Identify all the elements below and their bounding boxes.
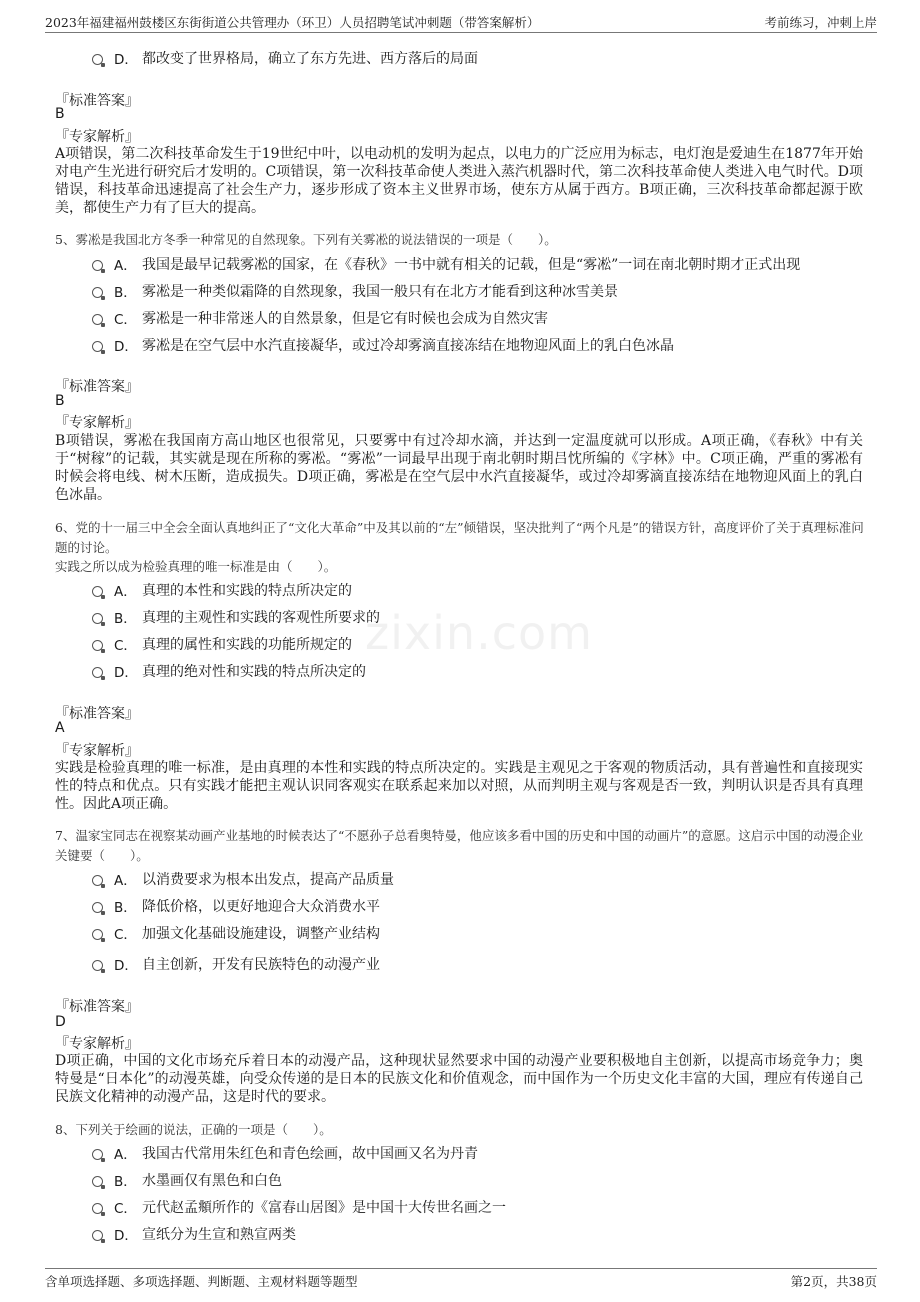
option-letter: B． (114, 1174, 137, 1190)
option-letter: A． (114, 584, 137, 600)
radio-button[interactable] (92, 902, 103, 913)
q6-question: 6、党的十一届三中全会全面认真地纠正了“文化大革命”中及其以前的“左”倾错误，坚决批判了“两个凡是”的错误方针，高度评价了关于真理标准问题的讨论。 (55, 520, 864, 555)
radio-button[interactable] (92, 667, 103, 678)
footer-question-types: 含单项选择题、多项选择题、判断题、主观材料题等题型 (45, 1274, 358, 1289)
q4-answer: B (55, 106, 65, 122)
document-title: 2023年福建福州鼓楼区东街街道公共管理办（环卫）人员招聘笔试冲刺题（带答案解析） (45, 15, 540, 30)
option-text: 我国古代常用朱红色和青色绘画，故中国画又名为丹青 (142, 1146, 478, 1162)
option-letter: D． (114, 52, 138, 68)
option-text: 加强文化基础设施建设，调整产业结构 (142, 926, 380, 942)
page-number: 第2页，共38页 (790, 1274, 877, 1289)
q7-analysis-label: 『专家解析』 (55, 1036, 139, 1052)
q7-answer-label: 『标准答案』 (55, 999, 139, 1015)
option-letter: A． (114, 873, 137, 889)
option-letter: B． (114, 611, 137, 627)
option-text: 真理的主观性和实践的客观性所要求的 (142, 610, 380, 626)
q6-question-stem: 实践之所以成为检验真理的唯一标准是由（ ）。 (55, 559, 337, 574)
option-text: 雾凇是一种非常迷人的自然景象，但是它有时候也会成为自然灾害 (142, 311, 548, 327)
option-text: 真理的绝对性和实践的特点所决定的 (142, 664, 366, 680)
q5-question: 5、雾凇是我国北方冬季一种常见的自然现象。下列有关雾凇的说法错误的一项是（ ）。 (55, 232, 557, 247)
option-text: 雾凇是在空气层中水汽直接凝华，或过冷却雾滴直接冻结在地物迎风面上的乳白色冰晶 (142, 338, 674, 354)
option-text: 雾凇是一种类似霜降的自然现象，我国一般只有在北方才能看到这种冰雪美景 (142, 284, 618, 300)
q6-answer: A (55, 720, 65, 736)
option-letter: C． (114, 927, 137, 943)
q4-answer-label: 『标准答案』 (55, 93, 139, 109)
option-letter: B． (114, 285, 137, 301)
header-slogan: 考前练习，冲刺上岸 (764, 15, 877, 30)
radio-button[interactable] (92, 875, 103, 886)
option-text: 水墨画仅有黑色和白色 (142, 1173, 282, 1189)
option-text: 元代赵孟頫所作的《富春山居图》是中国十大传世名画之一 (142, 1200, 506, 1216)
option-text: 我国是最早记载雾凇的国家，在《春秋》一书中就有相关的记载，但是“雾凇”一词在南北朝时期才正式出现 (142, 257, 801, 273)
option-letter: A． (114, 258, 137, 274)
option-text: 真理的本性和实践的特点所决定的 (142, 583, 352, 599)
page-footer (45, 1268, 877, 1289)
radio-button[interactable] (92, 287, 103, 298)
option-letter: A． (114, 1147, 137, 1163)
radio-button[interactable] (92, 1176, 103, 1187)
q8-question: 8、下列关于绘画的说法，正确的一项是（ ）。 (55, 1122, 332, 1137)
q4-analysis-label: 『专家解析』 (55, 129, 139, 145)
radio-button[interactable] (92, 960, 103, 971)
watermark: zixin.com (365, 606, 593, 660)
option-letter: D． (114, 665, 138, 681)
radio-button[interactable] (92, 54, 103, 65)
option-letter: D． (114, 1228, 138, 1244)
q5-answer: B (55, 393, 65, 409)
option-text: 自主创新，开发有民族特色的动漫产业 (142, 957, 380, 973)
option-text: 真理的属性和实践的功能所规定的 (142, 637, 352, 653)
q6-answer-label: 『标准答案』 (55, 706, 139, 722)
q5-answer-label: 『标准答案』 (55, 379, 139, 395)
option-letter: C． (114, 1201, 137, 1217)
q7-answer: D (55, 1014, 66, 1030)
radio-button[interactable] (92, 1230, 103, 1241)
option-letter: B． (114, 900, 137, 916)
radio-button[interactable] (92, 613, 103, 624)
option-text: 以消费要求为根本出发点，提高产品质量 (142, 872, 394, 888)
radio-button[interactable] (92, 640, 103, 651)
option-letter: D． (114, 958, 138, 974)
q7-analysis: D项正确，中国的文化市场充斥着日本的动漫产品，这种现状显然要求中国的动漫产业要积极地自主创新，以提高市场竞争力；奥特曼是“日本化”的动漫英雄，向受众传递的是日本的民族文化和价值观念，而中国作为一个历史文化丰富的大国，理应有传递自己民族文化精神的动漫产品，这是时代的要求。 (55, 1053, 863, 1105)
option-text: 都改变了世界格局，确立了东方先进、西方落后的局面 (142, 51, 478, 67)
q4-analysis: A项错误，第二次科技革命发生于19世纪中叶，以电动机的发明为起点，以电力的广泛应用为标志，电灯泡是爱迪生在1877年开始对电产生光进行研究后才发明的。C项错误，第一次科技革命使人类进入蒸汽机器时代，第二次科技革命使人类进入电气时代。D项错误，科技革命迅速提高了社会生产力，逐步形成了资本主义世界市场，使东方从属于西方。B项正确，三次科技革命都起源于欧美，都使生产力有了巨大的提高。 (55, 146, 863, 216)
q5-analysis-label: 『专家解析』 (55, 415, 139, 431)
option-text: 降低价格，以更好地迎合大众消费水平 (142, 899, 380, 915)
radio-button[interactable] (92, 341, 103, 352)
radio-button[interactable] (92, 260, 103, 271)
option-text: 宣纸分为生宣和熟宣两类 (142, 1227, 296, 1243)
radio-button[interactable] (92, 314, 103, 325)
page-header (45, 12, 877, 33)
q6-analysis: 实践是检验真理的唯一标准，是由真理的本性和实践的特点所决定的。实践是主观见之于客观的物质活动，具有普遍性和直接现实性的特点和优点。只有实践才能把主观认识同客观实在联系起来加以对照，从而判明主观与客观是否一致，判明认识是否具有真理性。因此A项正确。 (55, 760, 863, 812)
radio-button[interactable] (92, 929, 103, 940)
radio-button[interactable] (92, 586, 103, 597)
q7-question: 7、温家宝同志在视察某动画产业基地的时候表达了“不愿孙子总看奥特曼，他应该多看中国的历史和中国的动画片”的意愿。这启示中国的动漫企业关键要（ ）。 (55, 828, 864, 863)
option-letter: D． (114, 339, 138, 355)
q5-analysis: B项错误，雾凇在我国南方高山地区也很常见，只要雾中有过冷却水滴，并达到一定温度就可以形成。A项正确，《春秋》中有关于“树稼”的记载，其实就是现在所称的雾凇。“雾凇”一词最早出现于南北朝时期吕忱所编的《字林》中。C项正确，严重的雾凇有时候会将电线、树木压断，造成损失。D项正确，雾凇是在空气层中水汽直接凝华，或过冷却雾滴直接冻结在地物迎风面上的乳白色冰晶。 (55, 433, 863, 503)
radio-button[interactable] (92, 1149, 103, 1160)
q6-analysis-label: 『专家解析』 (55, 743, 139, 759)
radio-button[interactable] (92, 1203, 103, 1214)
option-letter: C． (114, 312, 137, 328)
option-letter: C． (114, 638, 137, 654)
